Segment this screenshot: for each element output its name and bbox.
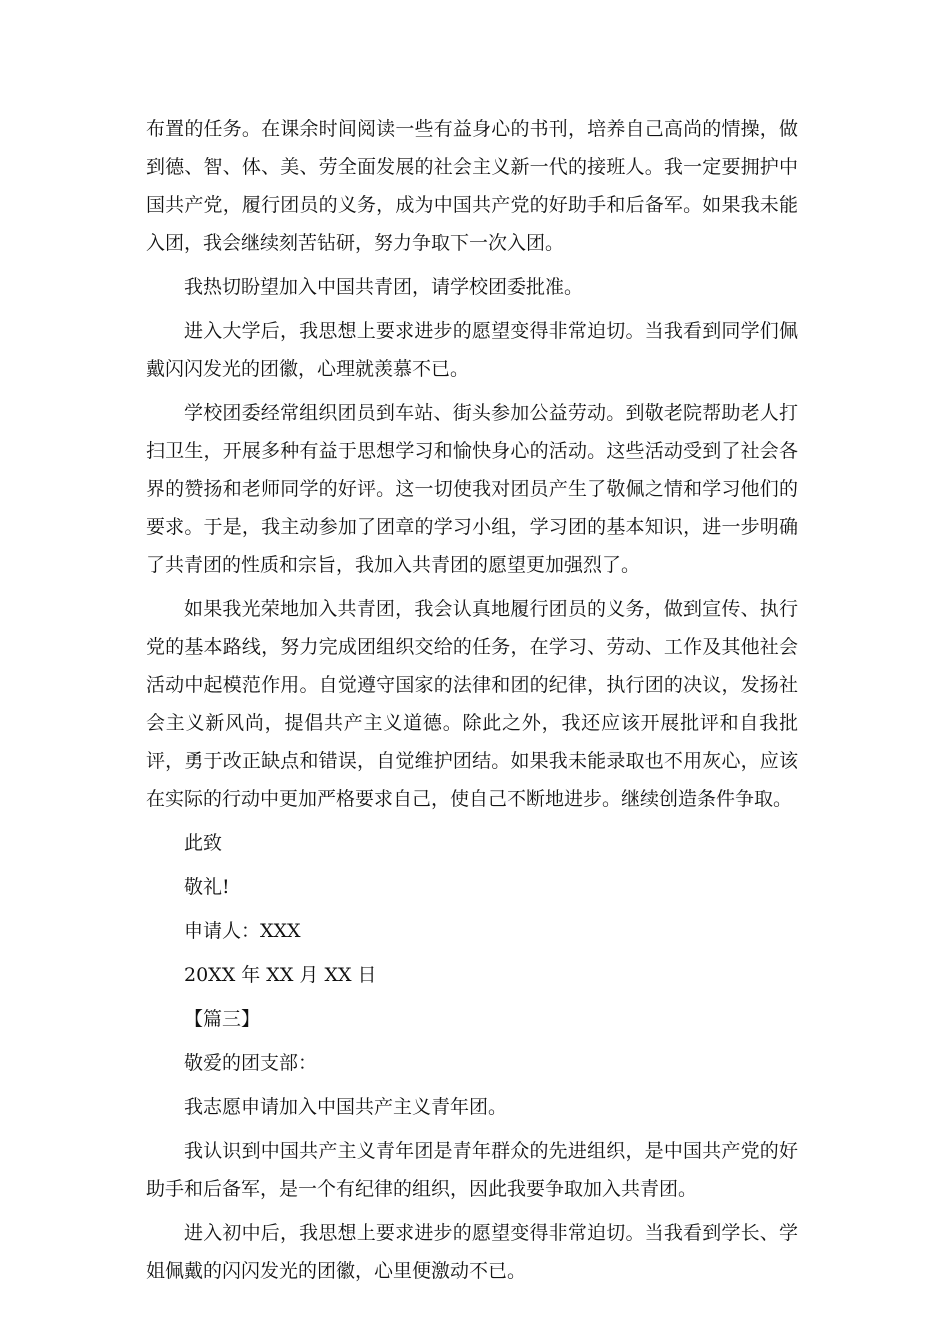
paragraph-university: 进入大学后，我思想上要求进步的愿望变得非常迫切。当我看到同学们佩戴闪闪发光的团徽，心理就羡慕不已。 xyxy=(146,320,798,380)
paragraph-continuation: 布置的任务。在课余时间阅读一些有益身心的书刊，培养自己高尚的情操，做到德、智、体、美、劳全面发展的社会主义新一代的接班人。我一定要拥护中国共产党，履行团员的义务，成为中国共产党的好助手和后备军。如果我未能入团，我会继续刻苦钻研，努力争取下一次入团。 xyxy=(146,118,798,254)
application-statement: 我志愿申请加入中国共产主义青年团。 xyxy=(184,1096,508,1118)
paragraph-request-approval: 我热切盼望加入中国共青团，请学校团委批准。 xyxy=(184,276,584,298)
paragraph-middle-school: 进入初中后，我思想上要求进步的愿望变得非常迫切。当我看到学长、学姐佩戴的闪闪发光的团徽，心里便激动不已。 xyxy=(146,1222,798,1282)
application-date: 20XX 年 XX 月 XX 日 xyxy=(184,964,377,986)
document-body xyxy=(146,110,798,1296)
applicant-name: 申请人：XXX xyxy=(184,920,301,942)
paragraph-activities: 学校团委经常组织团员到车站、街头参加公益劳动。到敬老院帮助老人打扫卫生，开展多种有益于思想学习和愉快身心的活动。这些活动受到了社会各界的赞扬和老师同学的好评。这一切使我对团员产生了敬佩之情和学习他们的要求。于是，我主动参加了团章的学习小组，学习团的基本知识，进一步明确了共青团的性质和宗旨，我加入共青团的愿望更加强烈了。 xyxy=(146,402,798,576)
closing-salutation: 此致 xyxy=(184,832,223,854)
paragraph-understanding: 我认识到中国共产主义青年团是青年群众的先进组织，是中国共产党的好助手和后备军，是一个有纪律的组织，因此我要争取加入共青团。 xyxy=(146,1140,798,1200)
closing-regards: 敬礼! xyxy=(184,876,230,898)
paragraph-commitment: 如果我光荣地加入共青团，我会认真地履行团员的义务，做到宣传、执行党的基本路线，努力完成团组织交给的任务，在学习、劳动、工作及其他社会活动中起模范作用。自觉遵守国家的法律和团的纪律，执行团的决议，发扬社会主义新风尚，提倡共产主义道德。除此之外，我还应该开展批评和自我批评，勇于改正缺点和错误，自觉维护团结。如果我未能录取也不用灰心，应该在实际的行动中更加严格要求自己，使自己不断地进步。继续创造条件争取。 xyxy=(146,598,798,810)
letter-greeting: 敬爱的团支部： xyxy=(184,1052,318,1074)
section-heading: 【篇三】 xyxy=(184,1008,261,1030)
